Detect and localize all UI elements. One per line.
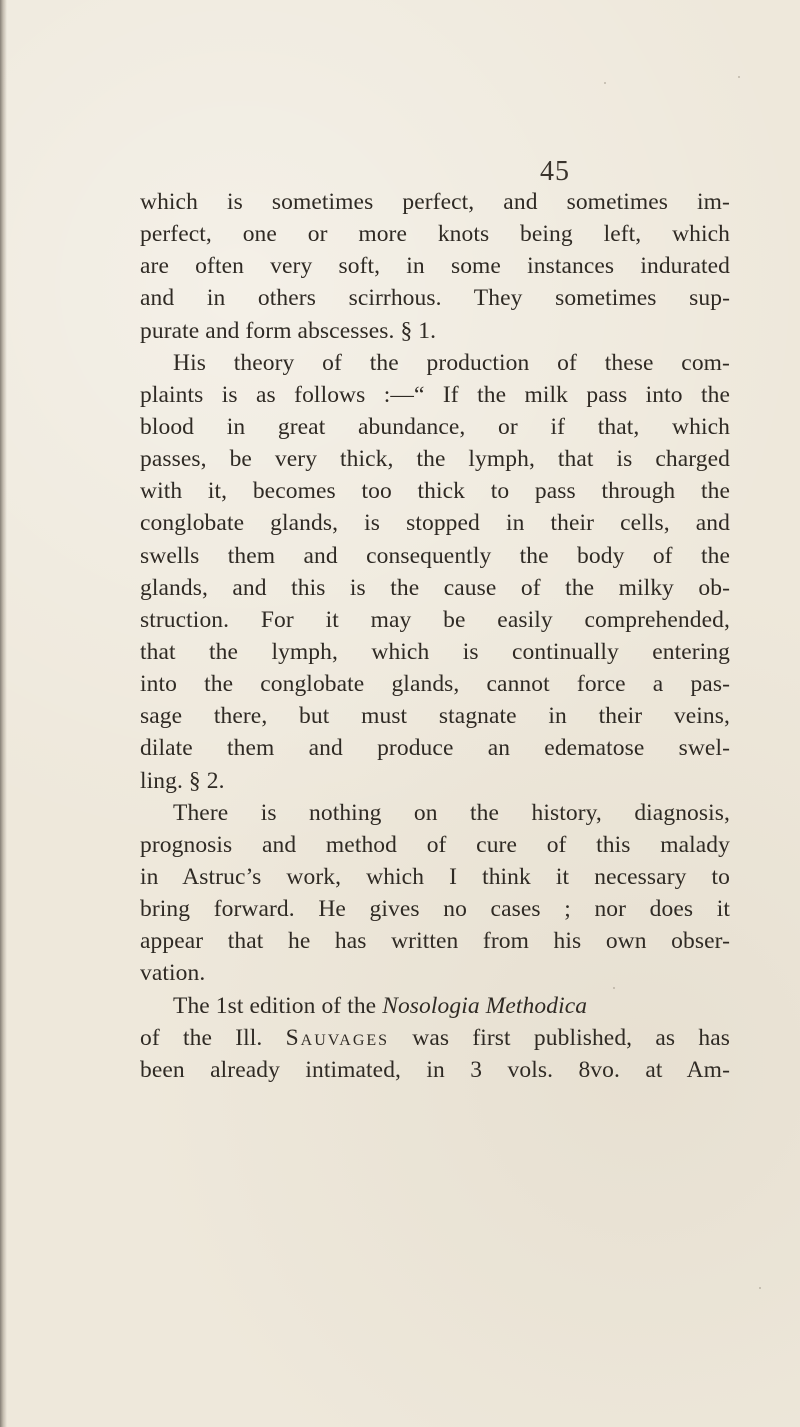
book-title: Nosologia Methodica [382,992,588,1019]
text-line: been already intimated, in 3 vols. 8vo. at Am- [140,1056,730,1083]
text-line: with it, becomes too thick to pass through the [140,478,730,505]
binding-shadow [0,0,7,1427]
text-line: There is nothing on the history, diagnosis, [173,799,730,826]
text-line: ling. § 2. [140,767,225,794]
text-line: in Astruc’s work, which I think it necessary to [140,863,730,890]
text-line: that the lymph, which is continually entering [140,638,730,665]
text-line: sage there, but must stagnate in their veins, [140,703,730,730]
text-line: and in others scirrhous. They sometimes sup- [140,285,730,312]
text-line [140,1022,730,1054]
text-line: dilate them and produce an edematose swel- [140,735,730,762]
text-line: struction. For it may be easily comprehended, [140,606,730,633]
body-text [140,186,730,1086]
text-line: prognosis and method of cure of this malady [140,831,730,858]
text-line: conglobate glands, is stopped in their cells, and [140,510,730,537]
text-line: which is sometimes perfect, and sometimes im- [140,189,730,215]
text-line: passes, be very thick, the lymph, that is charged [140,446,730,473]
paper-speck [759,1287,761,1289]
text-run: was first published, as has [389,1024,730,1051]
text-line: blood in great abundance, or if that, which [140,413,730,440]
text-line: glands, and this is the cause of the milky ob- [140,574,730,601]
text-line: His theory of the production of these com- [173,349,730,376]
text-line: vation. [140,960,206,987]
text-line: into the conglobate glands, cannot force a pas- [140,671,730,698]
text-line: perfect, one or more knots being left, which [140,221,730,248]
text-line: purate and form abscesses. § 1. [140,317,437,344]
text-line [140,990,730,1022]
paper-speck [604,82,606,84]
text-line: are often very soft, in some instances indurated [140,253,730,280]
page-number: 45 [540,156,570,187]
text-line: plaints is as follows :—“ If the milk pass into the [140,381,730,408]
text-line: bring forward. He gives no cases ; nor does it [140,896,730,923]
text-line: swells them and consequently the body of the [140,542,730,569]
text-run: The 1st edition of the [173,992,383,1019]
text-line: appear that he has written from his own obser- [140,928,730,955]
author-name: Sauvages [285,1024,390,1051]
paper-speck [738,76,740,78]
text-run: of the Ill. [140,1024,286,1051]
